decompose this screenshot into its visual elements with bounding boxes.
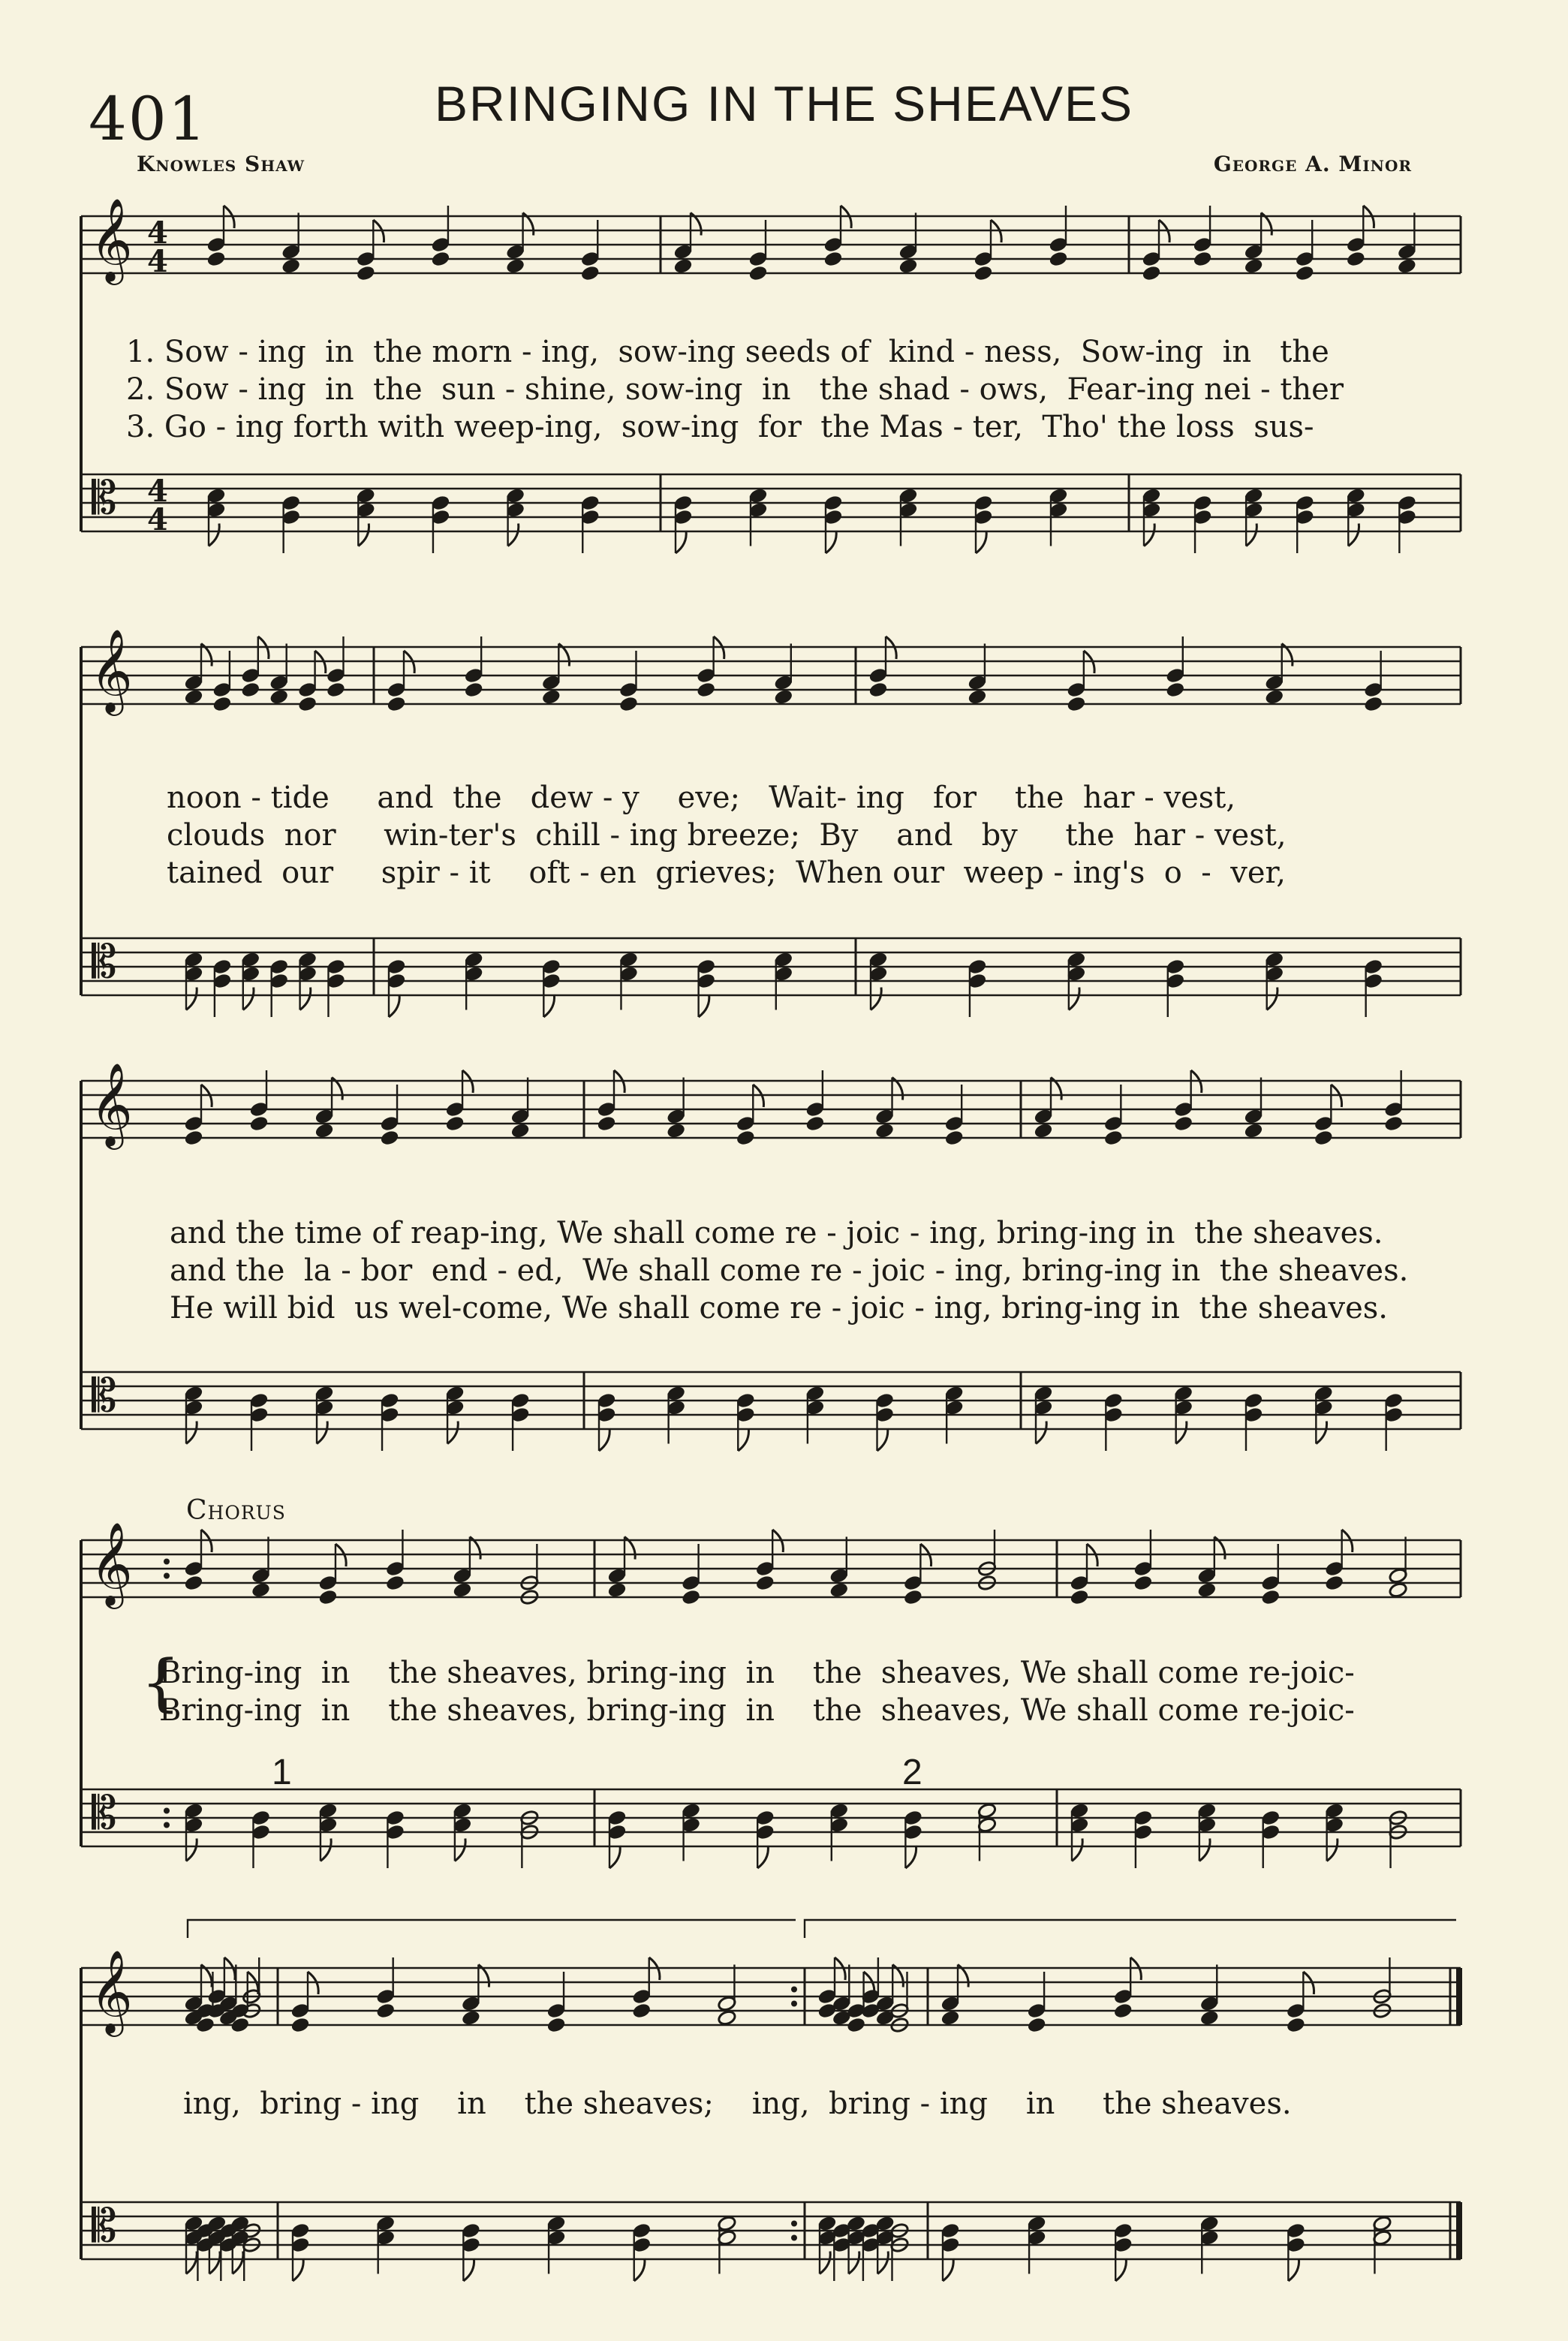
lyric-line: and the time of reap-ing, We shall come re - joic - ing, bring-ing in the sheaves. xyxy=(170,1216,1383,1250)
chorus-label: Chorus xyxy=(186,1495,286,1526)
note-flag xyxy=(358,524,369,546)
note-flag xyxy=(905,1846,916,1868)
note-flag xyxy=(293,2258,303,2281)
note-flag xyxy=(209,2252,220,2274)
note-head xyxy=(774,688,793,705)
lyric-line: 1. Sow - ing in the morn - ing, sow-ing seeds of kind - ness, Sow-ing in the xyxy=(126,335,1329,369)
time-signature-upper: 4 xyxy=(147,474,168,509)
note-head xyxy=(1142,265,1161,281)
note-flag xyxy=(186,988,197,1010)
lyric-line: Bring-ing in the sheaves, bring-ing in the sheaves, We shall come re-joic- xyxy=(159,1656,1355,1690)
note-head xyxy=(1346,251,1365,267)
note-head xyxy=(1113,2002,1133,2019)
treble-clef-icon: 𝄞 xyxy=(90,197,133,281)
lyric-line: He will bid us wel-come, We shall come re - joic - ing, bring-ing in the sheaves. xyxy=(170,1291,1389,1325)
note-flag xyxy=(463,2258,474,2281)
note-flag xyxy=(1246,524,1257,546)
note-flag xyxy=(447,1422,458,1444)
note-head xyxy=(940,2009,960,2026)
note-flag xyxy=(1348,524,1359,546)
hymn-number: 401 xyxy=(89,84,208,154)
note-flag xyxy=(943,2258,953,2281)
note-head xyxy=(326,682,345,698)
first-ending-bracket xyxy=(188,1920,796,1938)
note-head xyxy=(748,265,768,281)
note-head xyxy=(580,265,600,281)
note-flag xyxy=(1176,1422,1187,1444)
bass-clef-icon: 𝄡 xyxy=(92,2200,117,2252)
half-note-head xyxy=(1389,1581,1408,1598)
note-flag xyxy=(871,988,881,1010)
treble-clef-icon: 𝄞 xyxy=(90,1949,133,2033)
note-flag xyxy=(976,531,986,553)
note-head xyxy=(1103,1130,1123,1146)
note-head xyxy=(1384,1115,1404,1132)
note-flag xyxy=(609,1846,620,1868)
note-head xyxy=(461,2009,480,2026)
note-flag xyxy=(738,1428,748,1451)
note-head xyxy=(445,1115,465,1132)
lyricist-credit: Knowles Shaw xyxy=(137,152,305,176)
lyric-line: 2. Sow - ing in the sun - shine, sow-ing in the shad - ows, Fear-ing nei - ther xyxy=(126,372,1344,407)
note-flag xyxy=(599,1428,609,1451)
repeat-dot xyxy=(791,2221,797,2227)
note-head xyxy=(1067,696,1086,712)
treble-clef-icon: 𝄞 xyxy=(90,1062,133,1146)
first-ending-number: 1 xyxy=(272,1753,292,1792)
note-head xyxy=(315,1122,334,1139)
time-signature-lower: 4 xyxy=(147,244,168,279)
note-head xyxy=(1070,1589,1089,1605)
note-head xyxy=(1244,1122,1263,1139)
note-head xyxy=(1325,1575,1344,1591)
note-flag xyxy=(877,2252,888,2274)
note-head xyxy=(385,1575,405,1591)
note-flag xyxy=(1036,1422,1046,1444)
note-flag xyxy=(849,2252,859,2274)
note-head xyxy=(968,688,987,705)
note-flag xyxy=(826,531,836,553)
note-head xyxy=(380,1130,399,1146)
note-head xyxy=(618,696,638,712)
note-head xyxy=(1286,2017,1305,2033)
note-flag xyxy=(1199,1839,1210,1861)
note-head xyxy=(607,1581,627,1598)
note-head xyxy=(898,257,918,274)
repeat-dot xyxy=(164,1559,170,1565)
note-head xyxy=(1244,257,1263,274)
note-flag xyxy=(699,994,709,1017)
note-head xyxy=(903,1589,922,1605)
note-head xyxy=(697,682,716,698)
note-head xyxy=(667,1122,686,1139)
lyric-line: noon - tide and the dew - y eve; Wait- ing for the har - vest, xyxy=(167,781,1236,815)
note-head xyxy=(682,1589,701,1605)
repeat-dot xyxy=(791,2001,797,2007)
note-flag xyxy=(1267,988,1278,1010)
note-head xyxy=(632,2002,652,2019)
note-head xyxy=(1174,1115,1193,1132)
note-head xyxy=(1049,251,1068,267)
note-flag xyxy=(877,1428,888,1451)
hymn-title: BRINGING IN THE SHEAVES xyxy=(434,76,1134,131)
note-flag xyxy=(455,1839,465,1861)
note-head xyxy=(1197,1581,1217,1598)
bass-clef-icon: 𝄡 xyxy=(92,1370,117,1422)
note-head xyxy=(241,682,260,698)
note-head xyxy=(1133,1575,1153,1591)
note-head xyxy=(269,688,289,705)
note-flag xyxy=(186,1422,197,1444)
note-flag xyxy=(1072,1839,1082,1861)
note-head xyxy=(1261,1589,1281,1605)
note-head xyxy=(1364,696,1383,712)
note-head xyxy=(1265,688,1284,705)
note-head xyxy=(281,257,301,274)
note-flag xyxy=(209,524,219,546)
note-head xyxy=(944,1130,964,1146)
note-head xyxy=(510,1122,530,1139)
bass-clef-icon: 𝄡 xyxy=(92,1787,117,1840)
note-head xyxy=(1295,265,1314,281)
second-ending-bracket xyxy=(805,1920,1456,1938)
repeat-dot xyxy=(791,1987,797,1993)
time-signature-lower: 4 xyxy=(147,502,168,537)
note-flag xyxy=(508,524,519,546)
note-flag xyxy=(757,1846,768,1868)
note-head xyxy=(387,696,406,712)
note-flag xyxy=(1144,524,1154,546)
note-head xyxy=(847,2017,866,2033)
note-flag xyxy=(300,988,311,1010)
note-flag xyxy=(1316,1422,1326,1444)
note-head xyxy=(431,251,450,267)
lyric-line: 3. Go - ing forth with weep-ing, sow-ing for the Mas - ter, Tho' the loss sus- xyxy=(126,410,1314,444)
note-head xyxy=(1397,257,1416,274)
note-head xyxy=(184,1575,203,1591)
note-head xyxy=(868,682,888,698)
note-head xyxy=(356,265,375,281)
note-head xyxy=(249,1115,269,1132)
note-head xyxy=(597,1115,616,1132)
repeat-dot xyxy=(164,1573,170,1579)
note-flag xyxy=(321,1839,331,1861)
note-head xyxy=(506,257,525,274)
repeat-dot xyxy=(791,2235,797,2241)
note-head xyxy=(1166,682,1185,698)
note-head xyxy=(805,1115,825,1132)
treble-clef-icon: 𝄞 xyxy=(90,1521,133,1605)
half-note-head xyxy=(717,2009,736,2026)
bass-clef-icon: 𝄡 xyxy=(92,936,117,988)
repeat-dot xyxy=(164,1822,170,1828)
treble-clef-icon: 𝄞 xyxy=(90,628,133,712)
note-flag xyxy=(820,2252,830,2274)
note-flag xyxy=(676,531,686,553)
note-head xyxy=(541,688,561,705)
note-head xyxy=(1314,1130,1333,1146)
lyric-line: tained our spir - it oft - en grieves; When our weep - ing's o - ver, xyxy=(167,856,1286,890)
note-head xyxy=(251,1581,270,1598)
note-head xyxy=(736,1130,755,1146)
note-flag xyxy=(186,2252,197,2274)
note-flag xyxy=(1288,2258,1299,2281)
note-head xyxy=(1199,2009,1219,2026)
note-head xyxy=(212,696,232,712)
note-head xyxy=(1034,1122,1053,1139)
note-head xyxy=(290,2017,310,2033)
lyric-line: Bring-ing in the sheaves, bring-ing in the sheaves, We shall come re-joic- xyxy=(159,1693,1355,1728)
note-flag xyxy=(233,2252,243,2274)
note-head xyxy=(673,257,693,274)
note-flag xyxy=(634,2258,645,2281)
note-head xyxy=(546,2017,566,2033)
note-head xyxy=(823,251,843,267)
lyric-line: and the la - bor end - ed, We shall come re - joic - ing, bring-ing in the sheaves. xyxy=(170,1253,1409,1288)
note-head xyxy=(184,688,203,705)
note-flag xyxy=(317,1422,327,1444)
note-flag xyxy=(186,1839,197,1861)
note-head xyxy=(1027,2017,1046,2033)
note-head xyxy=(875,1122,895,1139)
repeat-dot xyxy=(164,1808,170,1814)
note-head xyxy=(298,696,318,712)
note-flag xyxy=(543,994,554,1017)
second-ending-number: 2 xyxy=(902,1753,922,1792)
composer-credit: George A. Minor xyxy=(1213,152,1412,176)
note-head xyxy=(206,251,226,267)
lyric-line: ing, bring - ing in the sheaves; ing, bring - ing in the sheaves. xyxy=(183,2087,1292,2121)
note-head xyxy=(184,1130,203,1146)
note-head xyxy=(755,1575,775,1591)
note-head xyxy=(829,1581,849,1598)
note-flag xyxy=(1327,1839,1338,1861)
note-flag xyxy=(389,994,399,1017)
bass-clef-icon: 𝄡 xyxy=(92,472,117,525)
note-head xyxy=(376,2002,396,2019)
note-flag xyxy=(1069,988,1079,1010)
lyric-line: clouds nor win-ter's chill - ing breeze; By and by the har - vest, xyxy=(167,818,1287,853)
note-head xyxy=(974,265,993,281)
note-flag xyxy=(1115,2258,1126,2281)
note-head xyxy=(318,1589,338,1605)
time-signature-upper: 4 xyxy=(147,215,168,251)
note-flag xyxy=(243,988,254,1010)
note-head xyxy=(464,682,483,698)
note-head xyxy=(453,1581,472,1598)
note-head xyxy=(1193,251,1212,267)
lyric-brace: { xyxy=(141,1647,181,1719)
